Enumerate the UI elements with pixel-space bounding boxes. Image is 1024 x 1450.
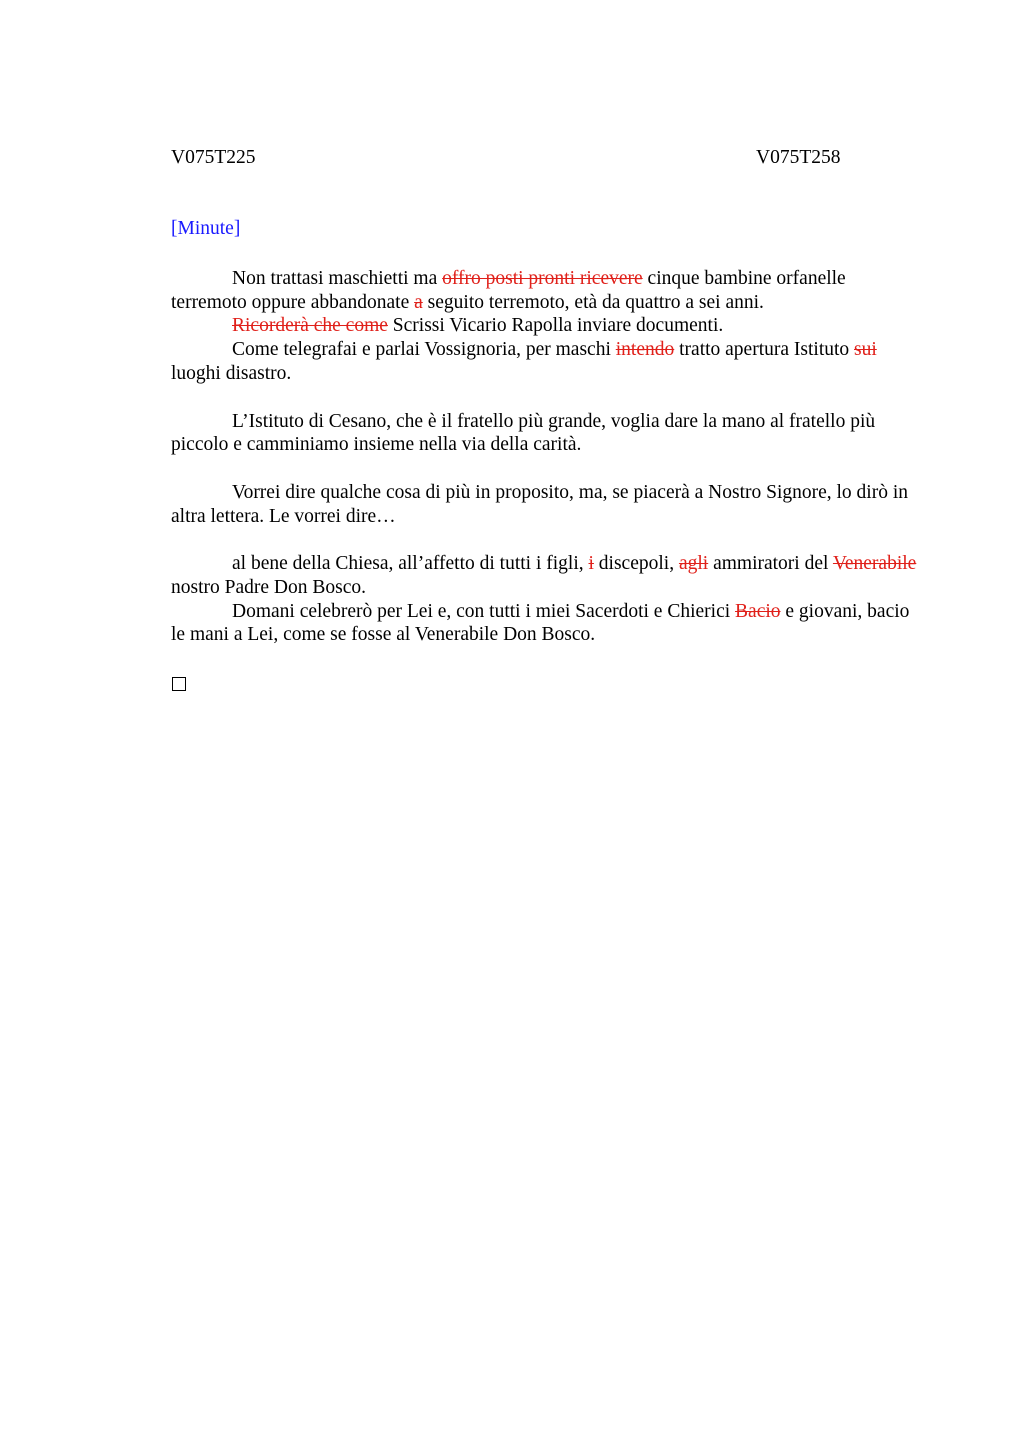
paragraph-1-text-b: cinque bambine orfanelle terremoto oppure abbandonate — [171, 268, 846, 313]
paragraph-4-text-a: L’Istituto di Cesano, che è il fratello più grande, voglia dare la mano al fratello più piccolo e camminiamo insieme nella via della carità. — [171, 410, 876, 456]
deleted-text: sui — [854, 339, 877, 361]
deleted-text: Venerabile — [832, 553, 917, 575]
paragraph-1-text-a: Non trattasi maschietti ma — [232, 268, 443, 289]
paragraph-5-text-a: Vorrei dire qualche cosa di più in proposito, ma, se piacerà a Nostro Signore, lo dirò in altra lettera. Le vorrei dire… — [171, 481, 909, 527]
document-code-left: V075T225 — [171, 147, 256, 168]
document-page — [171, 146, 919, 697]
empty-square-icon — [172, 677, 186, 691]
paragraph-1 — [171, 267, 919, 314]
deleted-text: a — [414, 291, 423, 313]
paragraph-4 — [171, 410, 919, 457]
paragraph-5 — [171, 481, 919, 528]
paragraph-7 — [171, 600, 919, 647]
paragraph-6-text-d: nostro Padre Don Bosco. — [171, 577, 366, 599]
paragraph-7-text-a: Domani celebrerò per Lei e, con tutti i miei Sacerdoti e Chierici — [232, 600, 736, 622]
deleted-text: Ricorderà che come — [232, 315, 388, 337]
paragraph-6 — [171, 552, 919, 599]
minute-label: [Minute] — [171, 218, 241, 239]
document-code-right: V075T258 — [756, 147, 841, 168]
paragraph-2-text-a: Scrissi Vicario Rapolla inviare documenti. — [387, 315, 724, 337]
deleted-text: agli — [678, 553, 709, 575]
paragraph-2 — [171, 314, 919, 338]
paragraph-1-text-c: seguito terremoto, età da quattro a sei anni. — [422, 291, 764, 313]
paragraph-3-text-a: Come telegrafai e parlai Vossignoria, per maschi — [232, 339, 616, 361]
paragraph-6-text-c: ammiratori del — [708, 553, 833, 575]
end-marker — [171, 647, 919, 697]
deleted-text: offro posti pronti ricevere — [442, 268, 643, 289]
document-header — [171, 146, 919, 170]
paragraph-3-text-b: tratto apertura Istituto — [674, 339, 855, 361]
paragraph-6-text-b: discepoli, — [593, 553, 679, 575]
deleted-text: Bacio — [735, 600, 781, 622]
paragraph-3-text-c: luoghi disastro. — [171, 362, 292, 384]
deleted-text: i — [588, 553, 594, 575]
deleted-text: intendo — [615, 339, 675, 361]
paragraph-7-text-b: e giovani, bacio le mani a Lei, come se fosse al Venerabile Don Bosco. — [171, 600, 910, 646]
paragraph-6-text-a: al bene della Chiesa, all’affetto di tutti i figli, — [232, 553, 589, 575]
paragraph-3 — [171, 338, 919, 385]
